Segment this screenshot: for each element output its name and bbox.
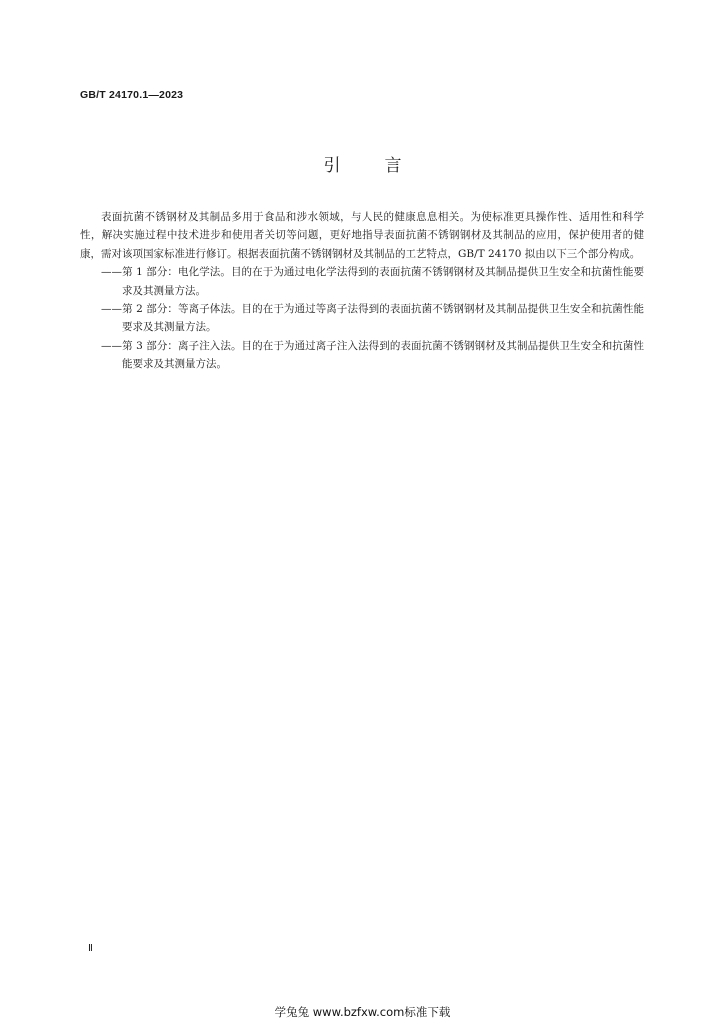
page-number: Ⅱ <box>88 943 93 954</box>
intro-paragraph: 表面抗菌不锈钢材及其制品多用于食品和涉水领域，与人民的健康息息相关。为使标准更具操作性、适用性和科学性，解决实施过程中技术进步和使用者关切等问题，更好地指导表面抗菌不锈钢钢材及其制品的应用，保护使用者的健康，需对该项国家标准进行修订。根据表面抗菌不锈钢钢材及其制品的工艺特点，GB/T 24170 拟由以下三个部分构成。 <box>80 211 644 260</box>
site-watermark-footer: 学兔兔 www.bzfxw.com标准下载 <box>274 1005 451 1019</box>
part-item-3: ——第 3 部分：离子注入法。目的在于为通过离子注入法得到的表面抗菌不锈钢钢材及其制品提供卫生安全和抗菌性能要求及其测量方法。 <box>101 339 644 371</box>
part-item-1: ——第 1 部分：电化学法。目的在于为通过电化学法得到的表面抗菌不锈钢钢材及其制品提供卫生安全和抗菌性能要求及其测量方法。 <box>101 266 644 297</box>
page-title: 引言 <box>323 156 446 176</box>
standard-code: GB/T 24170.1—2023 <box>80 89 184 101</box>
introduction-body <box>80 208 644 374</box>
part-item-2: ——第 2 部分：等离子体法。目的在于为通过等离子法得到的表面抗菌不锈钢钢材及其制品提供卫生安全和抗菌性能要求及其测量方法。 <box>101 303 644 334</box>
